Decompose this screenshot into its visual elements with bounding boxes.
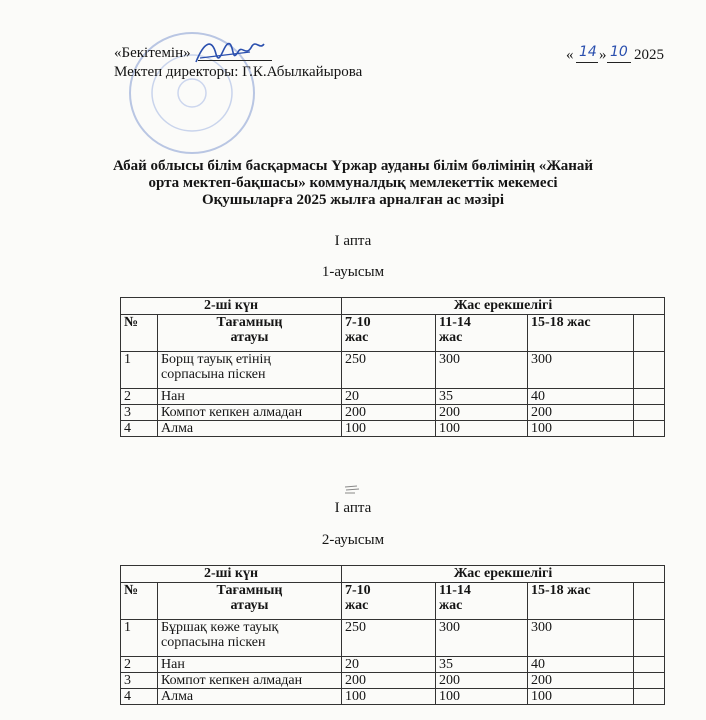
col-age-11-14-header: 11-14 жас: [436, 315, 528, 352]
col-dish-header: Тағамның атауы: [158, 315, 342, 352]
col-number-header: №: [121, 583, 158, 620]
approve-label: «Бекітемін»: [114, 45, 191, 61]
table-row: 2 Нан 20 35 40: [121, 657, 665, 673]
table-row: 3 Компот кепкен алмадан 200 200 200: [121, 673, 665, 689]
title-line-1: Абай облысы білім басқармасы Үржар ауданы білім бөлімінің «Жанай: [113, 158, 593, 174]
col-age-15-18-header: 15-18 жас: [528, 315, 634, 352]
day-header: 2-ші күн: [121, 298, 342, 315]
age-header: Жас ерекшелігі: [342, 566, 665, 583]
date-month: 10: [610, 44, 628, 60]
menu-table-shift-2: [120, 565, 665, 705]
date-close-quote: »: [599, 47, 607, 63]
col-age-11-14-header: 11-14 жас: [436, 583, 528, 620]
date-day: 14: [579, 44, 597, 60]
col-age-15-18-header: 15-18 жас: [528, 583, 634, 620]
director-line: Мектеп директоры: Г.К.Абылкайырова: [114, 64, 363, 80]
col-dish-header: Тағамның атауы: [158, 583, 342, 620]
week-label-2: I апта: [334, 500, 372, 516]
title-line-2: орта мектеп-бақшасы» коммуналдық мемлекеттік мекемесі: [148, 175, 558, 191]
col-age-7-10-header: 7-10 жас: [342, 583, 436, 620]
table-row: 2 Нан 20 35 40: [121, 389, 665, 405]
day-header: 2-ші күн: [121, 566, 342, 583]
date-open-quote: «: [566, 47, 574, 63]
week-label-1: I апта: [334, 233, 372, 249]
shift-label-1: 1-ауысым: [321, 264, 385, 280]
shift-label-2: 2-ауысым: [321, 532, 385, 548]
table-row: 1 Бұршақ көже тауық сорпасына піскен 250 300 300: [121, 620, 665, 657]
table-row: 1 Борщ тауық етінің сорпасына піскен 250 300 300: [121, 352, 665, 389]
table-row: 4 Алма 100 100 100: [121, 421, 665, 437]
empty-column-cell: [634, 315, 665, 352]
date-year: 2025: [634, 47, 664, 63]
menu-table-shift-1: [120, 297, 665, 437]
col-number-header: №: [121, 315, 158, 352]
age-header: Жас ерекшелігі: [342, 298, 665, 315]
col-age-7-10-header: 7-10 жас: [342, 315, 436, 352]
empty-column-cell: [634, 583, 665, 620]
table-row: 3 Компот кепкен алмадан 200 200 200: [121, 405, 665, 421]
table-row: 4 Алма 100 100 100: [121, 689, 665, 705]
title-line-3: Оқушыларға 2025 жылға арналған ас мәзірі: [201, 192, 505, 208]
scan-smudge: [343, 484, 361, 496]
